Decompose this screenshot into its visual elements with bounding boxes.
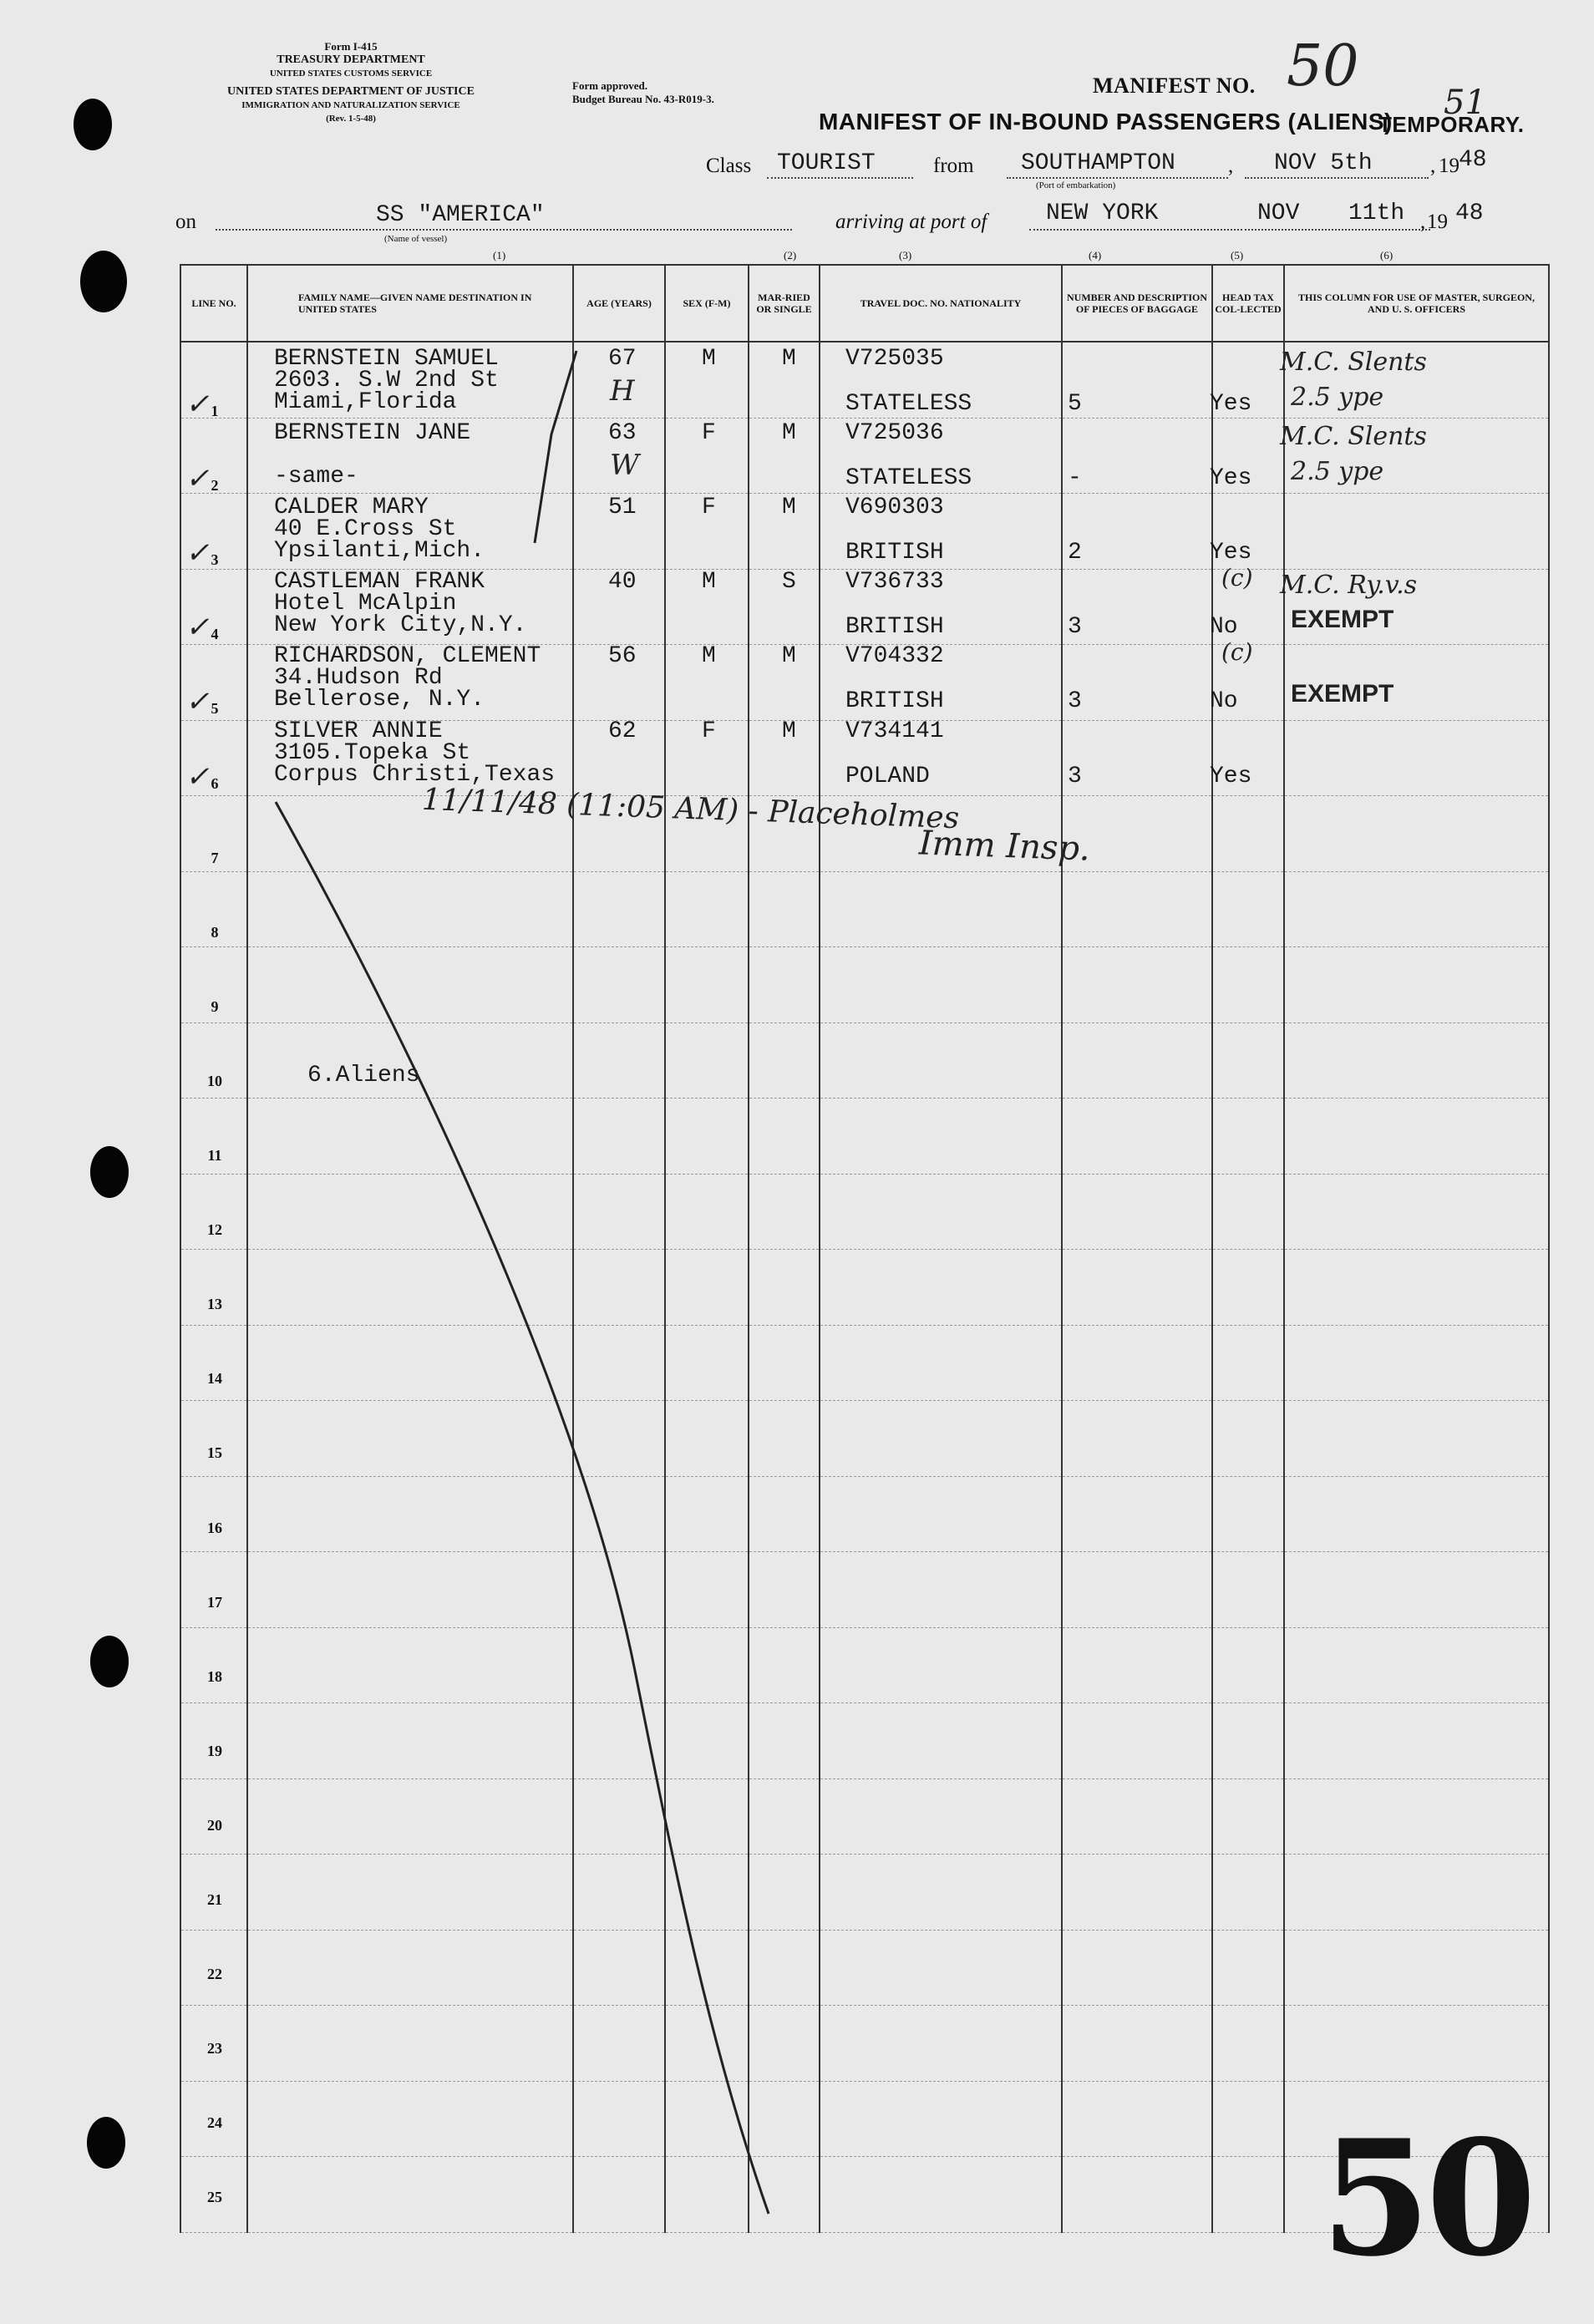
passenger-nationality: BRITISH — [845, 540, 944, 566]
passenger-age-mark: W — [610, 449, 639, 483]
passenger-head-tax: Yes — [1210, 391, 1252, 417]
passenger-travel-doc: V736733 — [845, 569, 944, 596]
passenger-nationality: POLAND — [845, 763, 930, 789]
passenger-address-2: New York City,N.Y. — [274, 612, 527, 639]
corner-number: 51 — [1444, 84, 1486, 122]
arrival-day: 11th — [1348, 200, 1405, 226]
depart-year-suffix: 48 — [1459, 147, 1487, 173]
line-number: 2 — [211, 477, 219, 495]
line-number: 12 — [207, 1221, 222, 1239]
on-label: on — [175, 211, 196, 233]
check-mark-icon: ✓ — [185, 685, 210, 719]
passenger-travel-doc: V704332 — [845, 643, 944, 670]
line-number: 8 — [211, 923, 219, 941]
ins-service: IMMIGRATION AND NATURALIZATION SERVICE — [241, 100, 460, 110]
passenger-name: RICHARDSON, CLEMENT — [274, 643, 541, 670]
line-number: 22 — [207, 1966, 222, 1983]
passenger-address-1: 40 E.Cross St — [274, 516, 457, 543]
passenger-sex: M — [702, 346, 716, 372]
passenger-head-tax: Yes — [1210, 763, 1252, 789]
closing-note: 11/11/48 (11:05 AM) - Placeholmes — [421, 782, 960, 836]
vessel-name: SS "AMERICA" — [376, 202, 545, 228]
officer-note-2: 2.5 ype — [1291, 383, 1384, 412]
line-number: 23 — [207, 2040, 222, 2058]
passenger-travel-doc: V734141 — [845, 718, 944, 744]
class-value: TOURIST — [777, 150, 876, 176]
col-num-4: (4) — [1089, 249, 1102, 261]
officer-note-2: EXEMPT — [1291, 680, 1394, 708]
closing-note-2: Imm Insp. — [918, 824, 1091, 869]
passenger-age: 40 — [608, 569, 637, 596]
officer-note-2: EXEMPT — [1291, 606, 1394, 634]
line-number: 17 — [207, 1593, 222, 1611]
line-number: 13 — [207, 1296, 222, 1313]
line-number: 1 — [211, 403, 219, 419]
line-number: 10 — [207, 1072, 222, 1089]
manifest-no-label: MANIFEST NO. — [1093, 74, 1256, 98]
line-number: 25 — [207, 2189, 222, 2206]
line-number: 24 — [207, 2114, 222, 2132]
passenger-married: M — [782, 643, 796, 670]
passenger-age: 51 — [608, 495, 637, 521]
manifest-title: MANIFEST OF IN-BOUND PASSENGERS (ALIENS) — [819, 109, 1393, 134]
passenger-baggage: 3 — [1068, 614, 1082, 641]
passenger-address-2: Ypsilanti,Mich. — [274, 538, 485, 565]
passenger-address-1: 34.Hudson Rd — [274, 665, 443, 692]
passenger-sex: F — [702, 718, 716, 744]
manifest-stamp-number: 50 — [1320, 2105, 1531, 2291]
passenger-address-1: 3105.Topeka St — [274, 739, 471, 766]
passenger-name: BERNSTEIN SAMUEL — [274, 346, 499, 372]
revision: (Rev. 1-5-48) — [326, 114, 376, 124]
passenger-address-1: 2603. S.W 2nd St — [274, 368, 499, 393]
temporary-label: TEMPORARY. — [1378, 112, 1525, 137]
passenger-address-2: -same- — [274, 464, 358, 490]
from-value: SOUTHAMPTON — [1021, 150, 1175, 176]
passenger-head-tax: No — [1210, 688, 1238, 715]
form-number: Form I-415 — [324, 40, 378, 53]
col-baggage: NUMBER AND DESCRIPTION OF PIECES OF BAGGAGE — [1062, 265, 1212, 342]
check-mark-icon: ✓ — [185, 611, 210, 645]
passenger-nationality: STATELESS — [845, 465, 972, 492]
line-number: 19 — [207, 1742, 222, 1759]
line-number: 9 — [211, 997, 219, 1015]
arrival-port: NEW YORK — [1046, 200, 1159, 226]
passenger-name: BERNSTEIN JANE — [274, 420, 471, 447]
approval: Form approved. — [572, 79, 648, 92]
line-number: 4 — [211, 626, 219, 643]
line-number: 21 — [207, 1891, 222, 1908]
arrival-year-prefix: 19 — [1427, 211, 1448, 233]
vessel-label: (Name of vessel) — [384, 234, 448, 244]
col-sex: SEX (F-M) — [665, 265, 749, 342]
col-num-5: (5) — [1231, 249, 1244, 261]
passenger-travel-doc: V725035 — [845, 346, 944, 372]
passenger-nationality: STATELESS — [845, 391, 972, 417]
treasury-dept: TREASURY DEPARTMENT — [277, 53, 425, 66]
line-number: 15 — [207, 1444, 222, 1462]
passenger-travel-doc: V725036 — [845, 420, 944, 447]
passenger-age-mark: H — [610, 374, 635, 408]
passenger-name: CALDER MARY — [274, 495, 429, 521]
check-mark-icon: ✓ — [185, 462, 210, 496]
passenger-name: SILVER ANNIE — [274, 718, 443, 744]
col-age: AGE (YEARS) — [573, 265, 665, 342]
check-mark-icon: ✓ — [185, 536, 210, 571]
col-line-no: LINE NO. — [180, 265, 247, 342]
depart-year-prefix: 19 — [1439, 155, 1459, 177]
passenger-head-tax: Yes — [1210, 465, 1252, 492]
line-number: 18 — [207, 1667, 222, 1685]
aliens-count: 6.Aliens — [307, 1063, 420, 1088]
passenger-head-tax: Yes — [1210, 540, 1252, 566]
passenger-married: M — [782, 420, 796, 447]
head-tax-mark: (c) — [1221, 564, 1253, 592]
passenger-married: M — [782, 495, 796, 521]
line-number: 11 — [207, 1147, 222, 1164]
passenger-travel-doc: V690303 — [845, 495, 944, 521]
arrival-year-suffix: 48 — [1455, 200, 1484, 226]
passenger-age: 56 — [608, 643, 637, 670]
customs-service: UNITED STATES CUSTOMS SERVICE — [269, 69, 433, 79]
col-officers: THIS COLUMN FOR USE OF MASTER, SURGEON, AND U. S. OFFICERS — [1284, 265, 1549, 342]
passenger-sex: M — [702, 643, 716, 670]
line-number: 6 — [211, 774, 219, 792]
head-tax-mark: (c) — [1221, 638, 1253, 667]
depart-date: NOV 5th — [1274, 150, 1373, 176]
passenger-address-2: Bellerose, N.Y. — [274, 687, 485, 713]
passenger-baggage: 5 — [1068, 391, 1082, 417]
passenger-baggage: 2 — [1068, 540, 1082, 566]
passenger-married: M — [782, 346, 796, 372]
passenger-address-2: Miami,Florida — [274, 389, 457, 415]
from-label: from — [933, 155, 974, 177]
passenger-sex: F — [702, 420, 716, 447]
passenger-married: S — [782, 569, 796, 596]
passenger-address-2: Corpus Christi,Texas — [274, 761, 556, 788]
passenger-age: 63 — [608, 420, 637, 447]
line-number: 7 — [211, 849, 219, 866]
arriving-label: arriving at port of — [835, 211, 987, 233]
col-num-1: (1) — [493, 249, 506, 261]
check-mark-icon: ✓ — [185, 759, 210, 794]
port-embark-label: (Port of embarkation) — [1036, 180, 1116, 190]
officer-note-2: 2.5 ype — [1291, 457, 1384, 487]
class-label: Class — [706, 155, 752, 177]
line-number: 20 — [207, 1816, 222, 1834]
passenger-baggage: - — [1068, 465, 1082, 492]
manifest-no-value: 50 — [1287, 33, 1359, 99]
officer-note-1: M.C. Slents — [1280, 348, 1427, 377]
passenger-nationality: BRITISH — [845, 688, 944, 715]
passenger-address-1: Hotel McAlpin — [274, 591, 457, 617]
col-num-3: (3) — [899, 249, 912, 261]
line-number: 14 — [207, 1370, 222, 1388]
passenger-sex: M — [702, 569, 716, 596]
passenger-nationality: BRITISH — [845, 614, 944, 641]
officer-note-1: M.C. Ry.v.s — [1280, 571, 1418, 601]
passenger-head-tax: No — [1210, 614, 1238, 641]
col-travel-doc: TRAVEL DOC. NO. NATIONALITY — [820, 265, 1062, 342]
budget-bureau: Budget Bureau No. 43-R019-3. — [572, 93, 714, 105]
col-head-tax: HEAD TAX COL-LECTED — [1212, 265, 1284, 342]
passenger-married: M — [782, 718, 796, 744]
line-number: 3 — [211, 551, 219, 569]
passenger-baggage: 3 — [1068, 763, 1082, 789]
passenger-baggage: 3 — [1068, 688, 1082, 715]
col-married: MAR-RIED OR SINGLE — [749, 265, 820, 342]
passenger-age: 62 — [608, 718, 637, 744]
col-name: FAMILY NAME—GIVEN NAME DESTINATION IN UNITED STATES — [247, 265, 573, 342]
passenger-sex: F — [702, 495, 716, 521]
passenger-age: 67 — [608, 346, 637, 372]
check-mark-icon: ✓ — [185, 388, 210, 421]
arrival-month: NOV — [1257, 200, 1300, 226]
col-num-2: (2) — [784, 249, 797, 261]
col-num-6: (6) — [1380, 249, 1393, 261]
officer-note-1: M.C. Slents — [1280, 422, 1427, 452]
line-number: 16 — [207, 1519, 222, 1536]
passenger-name: CASTLEMAN FRANK — [274, 569, 485, 596]
justice-dept: UNITED STATES DEPARTMENT OF JUSTICE — [227, 85, 475, 98]
line-number: 5 — [211, 700, 219, 718]
